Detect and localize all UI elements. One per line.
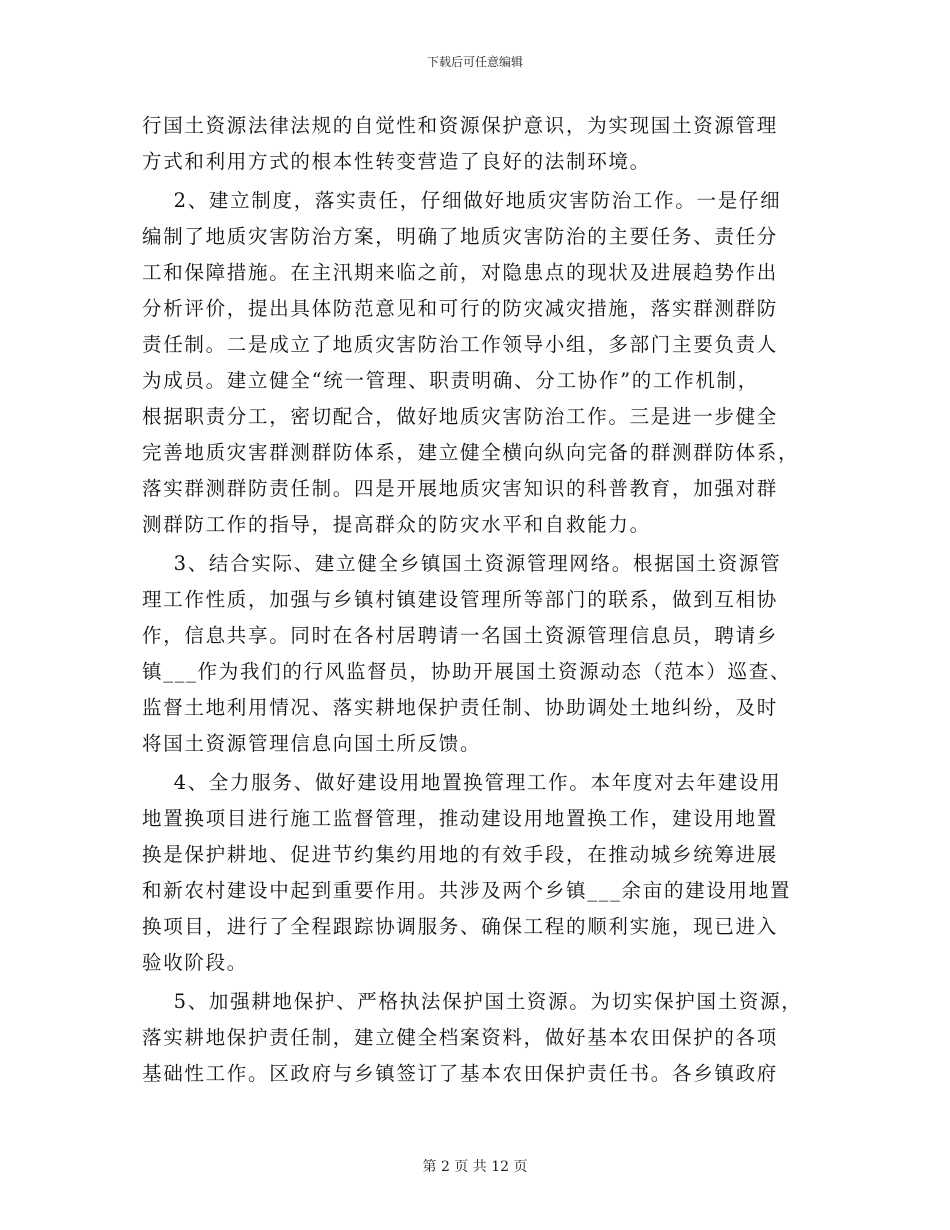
document-body — [142, 108, 818, 1092]
text-line: 监督土地利用情况、落实耕地保护责任制、协助调处土地纠纷，及时 — [142, 696, 779, 719]
text-line: 落实耕地保护责任制，建立健全档案资料，做好基本农田保护的各项 — [142, 1026, 779, 1049]
text-line: 落实群测群防责任制。四是开展地质灾害知识的科普教育，加强对群 — [142, 477, 779, 500]
text-line: 分析评价，提出具体防范意见和可行的防灾减灾措施，落实群测群防 — [142, 297, 779, 320]
text-line: 编制了地质灾害防治方案，明确了地质灾害防治的主要任务、责任分 — [142, 225, 779, 248]
text-line: 作，信息共享。同时在各村居聘请一名国土资源管理信息员，聘请乡 — [142, 624, 779, 647]
paragraph-3 — [142, 546, 818, 762]
text-line: 4、全力服务、做好建设用地置换管理工作。本年度对去年建设用 — [142, 771, 782, 794]
text-line: 和新农村建设中起到重要作用。共涉及两个乡镇___余亩的建设用地置 — [142, 879, 792, 902]
paragraph-5 — [142, 984, 818, 1092]
text-line: 责任制。二是成立了地质灾害防治工作领导小组，多部门主要负责人 — [142, 333, 779, 356]
text-line: 工和保障措施。在主汛期来临之前，对隐患点的现状及进展趋势作出 — [142, 261, 779, 284]
page-footer: 第 2 页 共 12 页 — [422, 1159, 528, 1175]
paragraph-2 — [142, 183, 818, 543]
text-line: 换是保护耕地、促进节约集约用地的有效手段，在推动城乡统筹进展 — [142, 843, 779, 866]
text-line: 基础性工作。区政府与乡镇签订了基本农田保护责任书。各乡镇政府 — [142, 1062, 779, 1085]
page-header: 下载后可任意编辑 — [426, 55, 523, 69]
text-line: 镇___作为我们的行风监督员，协助开展国土资源动态（范本）巡查、 — [142, 660, 792, 683]
text-line: 完善地质灾害群测群防体系，建立健全横向纵向完备的群测群防体系， — [142, 441, 800, 464]
text-line: 3、结合实际、建立健全乡镇国土资源管理网络。根据国土资源管 — [142, 552, 782, 575]
text-line: 5、加强耕地保护、严格执法保护国土资源。为切实保护国土资源， — [142, 990, 803, 1013]
text-line: 测群防工作的指导，提高群众的防灾水平和自救能力。 — [142, 513, 651, 536]
text-line: 为成员。建立健全“统一管理、职责明确、分工协作”的工作机制， — [142, 369, 759, 392]
text-line: 将国土资源管理信息向国土所反馈。 — [142, 732, 482, 755]
text-line: 行国土资源法律法规的自觉性和资源保护意识，为实现国土资源管理 — [142, 114, 779, 137]
text-line: 2、建立制度，落实责任，仔细做好地质灾害防治工作。一是仔细 — [142, 189, 782, 212]
paragraph-4 — [142, 765, 818, 981]
text-line: 换项目，进行了全程跟踪协调服务、确保工程的顺利实施，现已进入 — [142, 915, 779, 938]
text-line: 理工作性质，加强与乡镇村镇建设管理所等部门的联系，做到互相协 — [142, 588, 779, 611]
paragraph-1 — [142, 108, 818, 180]
text-line: 地置换项目进行施工监督管理，推动建设用地置换工作，建设用地置 — [142, 807, 779, 830]
text-line: 验收阶段。 — [142, 951, 249, 974]
text-line: 方式和利用方式的根本性转变营造了良好的法制环境。 — [142, 150, 651, 173]
text-line: 根据职责分工，密切配合，做好地质灾害防治工作。三是进一步健全 — [142, 405, 779, 428]
